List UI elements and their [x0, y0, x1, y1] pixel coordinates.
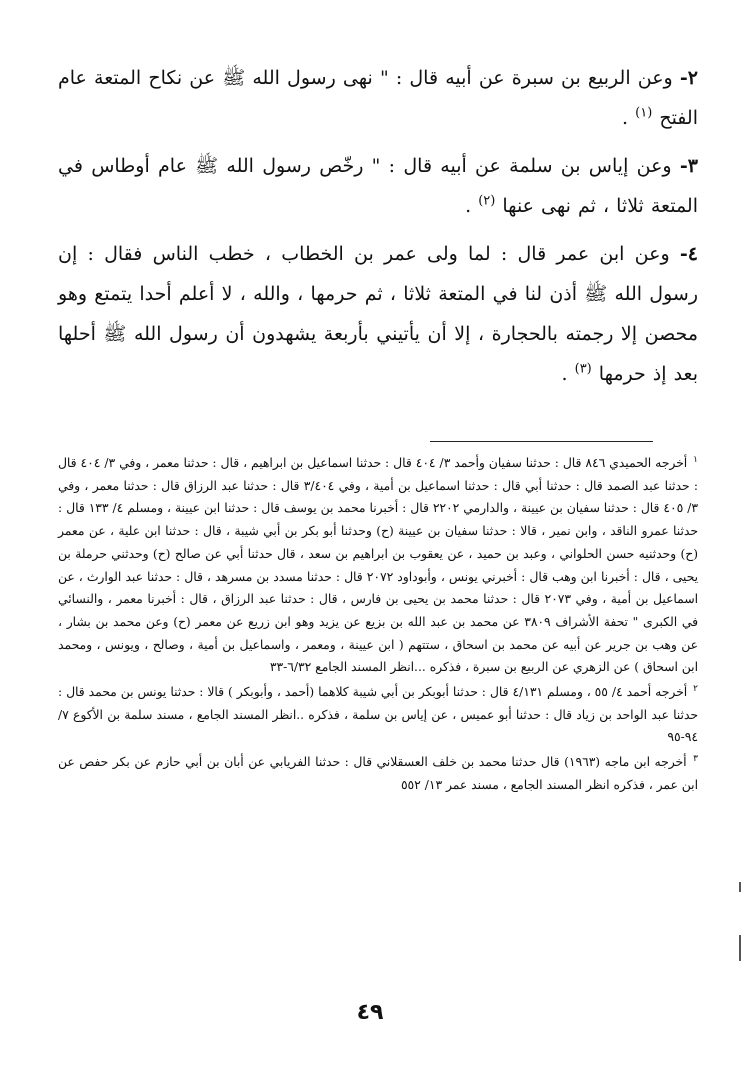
paragraph-2 [58, 58, 698, 138]
paragraph-number: ٣- [679, 155, 698, 177]
page-number: ٤٩ [356, 1000, 384, 1025]
scan-edge-mark [739, 882, 741, 892]
paragraph-end: . [622, 107, 636, 129]
paragraph-text: وعن ابن عمر قال : لما ولى عمر بن الخطاب ، خطب الناس فقال : إن رسول الله ﷺ أذن لنا في المتعة ثلاثا ، ثم حرمها ، والله ، لا أعلم أحدا يتمتع وهو محصن إلا رجمته بالحجارة ، إلا أن يأتيني بأربعة يشهدون أن رسول الله ﷺ أحلها بعد إذ حرمها [58, 243, 698, 385]
main-text [58, 58, 698, 402]
footnote-3 [58, 751, 698, 796]
paragraph-text: وعن إياس بن سلمة عن أبيه قال : " رخّص رسول الله ﷺ عام أوطاس في المتعة ثلاثا ، ثم نهى عنها [58, 155, 698, 217]
paragraph-text: وعن الربيع بن سبرة عن أبيه قال : " نهى رسول الله ﷺ عن نكاح المتعة عام الفتح [58, 67, 698, 129]
footnote-2 [58, 681, 698, 749]
footnote-ref: (٢) [478, 193, 496, 209]
footnote-text: أخرجه أحمد ٤/ ٥٥ ، ومسلم ٤/١٣١ قال : حدثنا أبوبكر بن أبي شيبة كلاهما (أحمد ، وأبوبكر ) قالا : حدثنا يونس بن محمد قال : حدثنا عبد الواحد بن زياد قال : حدثنا أبو عميس ، عن إياس بن سلمة ، فذكره ..انظر المسند الجامع ، مسند سلمة بن الأكوع ٧/ ٩٤-٩٥ [58, 685, 698, 745]
paragraph-4 [58, 234, 698, 394]
footnote-number: ٢ [693, 683, 698, 694]
paragraph-3 [58, 146, 698, 226]
footnote-number: ٣ [693, 754, 698, 765]
footnote-ref: (٣) [574, 361, 592, 377]
footnotes [58, 452, 698, 799]
footnote-text: أخرجه الحميدي ٨٤٦ قال : حدثنا سفيان وأحمد ٣/ ٤٠٤ قال : حدثنا اسماعيل بن ابراهيم ، قال : حدثنا معمر ، وفي ٣/ ٤٠٤ قال : حدثنا عبد الصمد قال : حدثنا أبي قال : حدثنا اسماعيل بن أمية ، وفي ٣/٤٠٤ قال : حدثنا عبد الرزاق قال : حدثنا معمر ، وفي ٣/ ٤٠٥ قال : حدثنا سفيان بن عيينة ، والدارمي ٢٢٠٢ قال : أخبرنا محمد بن يوسف قال : حدثنا ابن عيينة ، ومسلم ٤/ ١٣٣ قال : حدثنا عمرو الناقد ، وابن نمير ، قالا : حدثنا سفيان بن عيينة (ح) وحدثنا أبو بكر بن أبي شيبة ، قال : حدثنا ابن علية ، عن معمر (ح) وحدثنيه حسن الحلواني ، وعبد بن حميد ، عن يعقوب بن ابراهيم بن سعد ، قال حدثنا أبي عن صالح (ح) وحدثني حرملة بن يحيى ، قال : أخبرنا ابن وهب قال : أخبرني يونس ، وأبوداود ٢٠٧٢ قال : حدثنا مسدد بن مسرهد ، قال : حدثنا عبد الوارث ، عن اسماعيل بن أمية ، وفي ٢٠٧٣ قال : حدثنا محمد بن يحيى بن فارس ، قال : حدثنا عبد الرزاق ، قال : أخبرنا معمر ، والنسائي في الكبرى " تحفة الأشراف ٣٨٠٩ عن محمد بن عبد الله بن بزيع عن يزيد وهو ابن زريع عن معمر (ح) وعن محمد بن بشار ، عن وهب بن جرير عن أبيه عن محمد بن اسحاق ، ستتهم ( ابن عيينة ، ومعمر ، واسماعيل بن أمية ، وصالح ، ويونس ، ومحمد ابن اسحاق ) عن الزهري عن الربيع بن سبرة ، فذكره ...انظر المسند الجامع ٦/٣٢-٣٣ [58, 456, 699, 675]
footnote-divider [430, 441, 653, 442]
footnote-1 [58, 452, 698, 679]
footnote-number: ١ [693, 454, 698, 465]
paragraph-end: . [465, 195, 479, 217]
paragraph-end: . [561, 363, 575, 385]
scan-edge-mark [739, 935, 741, 961]
footnote-ref: (١) [635, 105, 653, 121]
paragraph-number: ٤- [679, 243, 698, 265]
footnote-text: أخرجه ابن ماجه (١٩٦٣) قال حدثنا محمد بن خلف العسقلاني قال : حدثنا الفريابي عن أبان بن أبي حازم عن بكر حفص عن ابن عمر ، فذكره انظر المسند الجامع ، مسند عمر ١٣/ ٥٥٢ [58, 755, 698, 792]
paragraph-number: ٢- [679, 67, 698, 89]
